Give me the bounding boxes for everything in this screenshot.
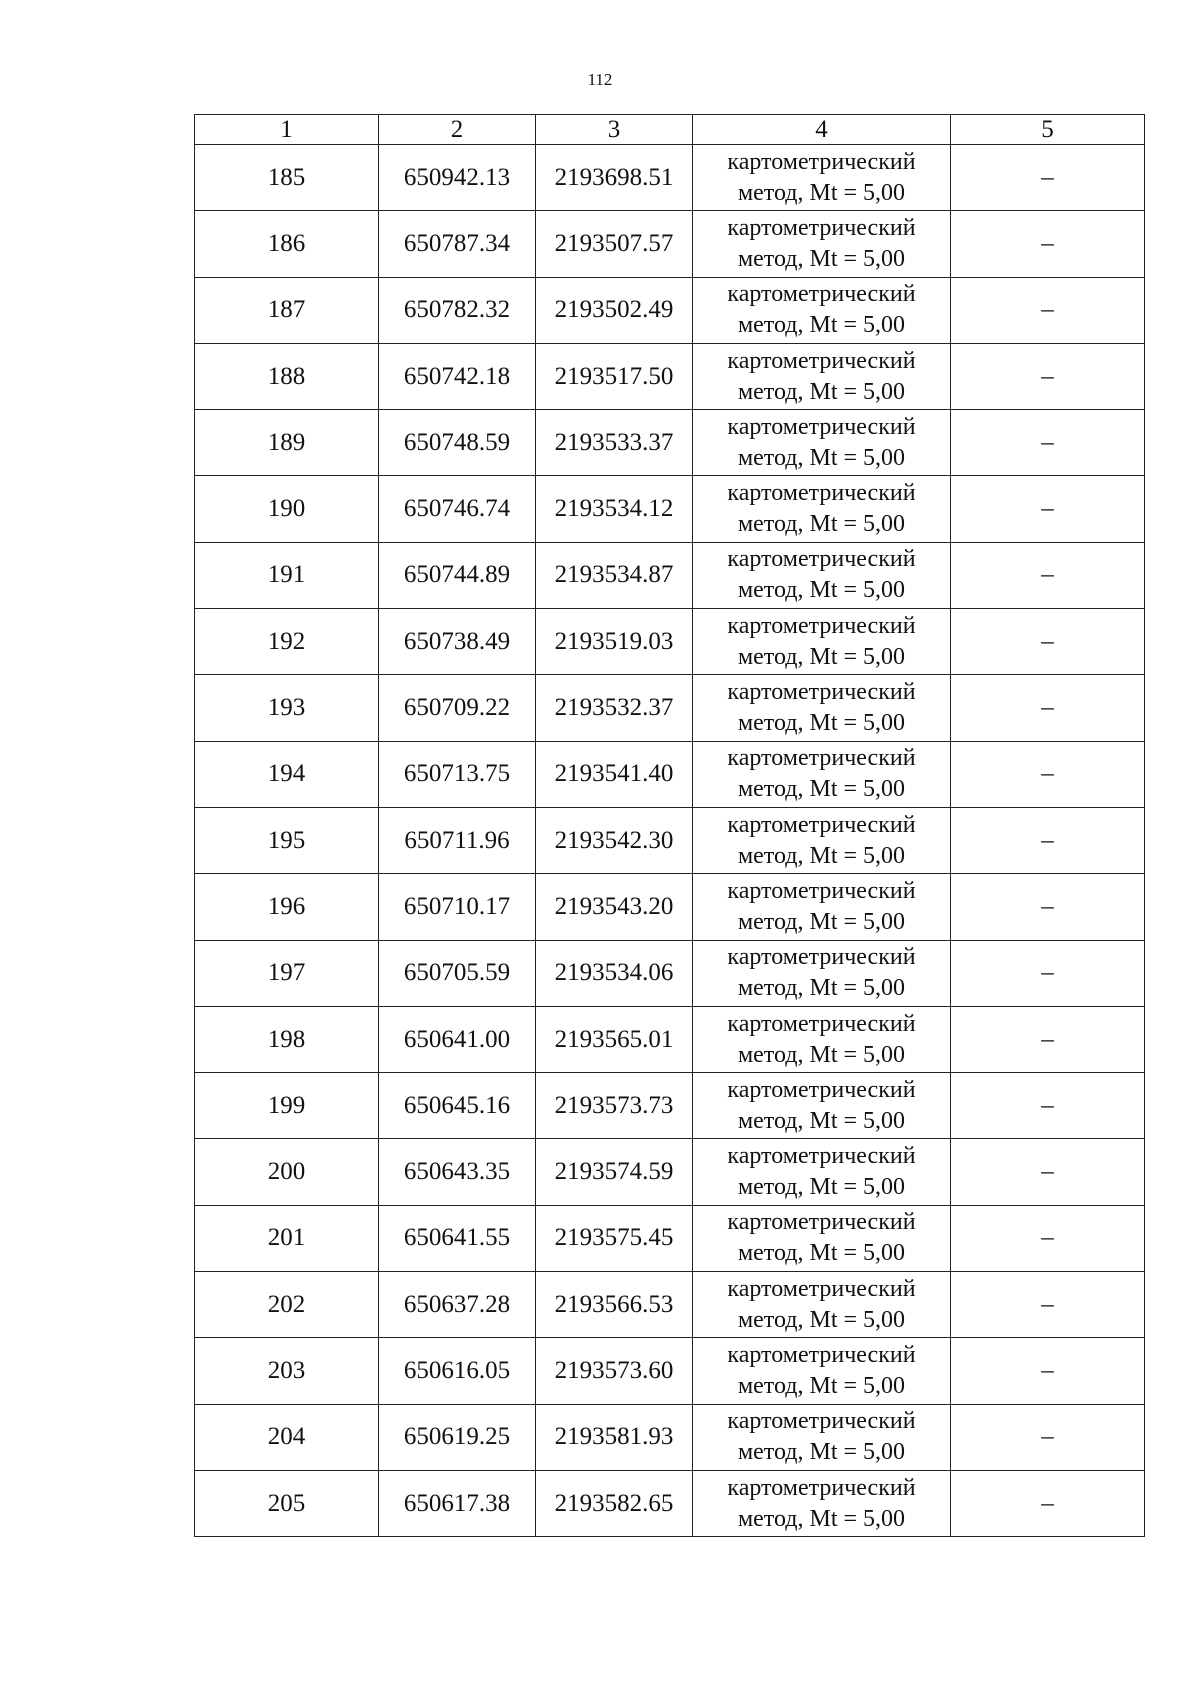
- method-text-line2: метод, Mt = 5,00: [737, 776, 906, 803]
- header-cell-2: 2: [379, 115, 536, 145]
- note-cell: –: [951, 807, 1145, 873]
- x-coordinate-cell: 650787.34: [379, 211, 536, 277]
- note-cell: –: [951, 542, 1145, 608]
- x-coordinate-cell: 650742.18: [379, 343, 536, 409]
- table-row: [195, 1006, 1145, 1072]
- x-coordinate-cell: 650713.75: [379, 741, 536, 807]
- note-cell: –: [951, 741, 1145, 807]
- method-cell: [693, 741, 951, 807]
- method-cell: [693, 874, 951, 940]
- method-text-line1: картометрический: [727, 1474, 916, 1501]
- y-coordinate-cell: 2193507.57: [536, 211, 693, 277]
- note-cell: –: [951, 211, 1145, 277]
- point-number-cell: 197: [195, 940, 379, 1006]
- method-cell: [693, 1139, 951, 1205]
- point-number-cell: 200: [195, 1139, 379, 1205]
- method-text-line2: метод, Mt = 5,00: [737, 511, 906, 538]
- method-text-line2: метод, Mt = 5,00: [737, 1505, 906, 1532]
- x-coordinate-cell: 650641.00: [379, 1006, 536, 1072]
- method-cell: [693, 940, 951, 1006]
- note-cell: –: [951, 476, 1145, 542]
- x-coordinate-cell: 650942.13: [379, 145, 536, 211]
- method-text-line1: картометрический: [727, 612, 916, 639]
- y-coordinate-cell: 2193534.12: [536, 476, 693, 542]
- method-text-line2: метод, Mt = 5,00: [737, 710, 906, 737]
- y-coordinate-cell: 2193519.03: [536, 609, 693, 675]
- table-row: [195, 1205, 1145, 1271]
- table-row: [195, 1073, 1145, 1139]
- method-cell: [693, 277, 951, 343]
- table-body: [195, 145, 1145, 1537]
- note-cell: –: [951, 343, 1145, 409]
- method-text-line2: метод, Mt = 5,00: [737, 908, 906, 935]
- table-row: [195, 145, 1145, 211]
- point-number-cell: 190: [195, 476, 379, 542]
- y-coordinate-cell: 2193542.30: [536, 807, 693, 873]
- coordinates-table: [194, 114, 1145, 1537]
- method-text-line2: метод, Mt = 5,00: [737, 1107, 906, 1134]
- point-number-cell: 189: [195, 410, 379, 476]
- point-number-cell: 201: [195, 1205, 379, 1271]
- point-number-cell: 203: [195, 1338, 379, 1404]
- point-number-cell: 193: [195, 675, 379, 741]
- x-coordinate-cell: 650744.89: [379, 542, 536, 608]
- method-text-line2: метод, Mt = 5,00: [737, 1240, 906, 1267]
- method-cell: [693, 211, 951, 277]
- note-cell: –: [951, 1338, 1145, 1404]
- method-text-line1: картометрический: [727, 1076, 916, 1103]
- method-text-line1: картометрический: [727, 480, 916, 507]
- table-row: [195, 277, 1145, 343]
- note-cell: –: [951, 1470, 1145, 1536]
- method-cell: [693, 609, 951, 675]
- x-coordinate-cell: 650705.59: [379, 940, 536, 1006]
- method-text-line2: метод, Mt = 5,00: [737, 975, 906, 1002]
- table-row: [195, 1470, 1145, 1536]
- method-text-line1: картометрический: [727, 679, 916, 706]
- y-coordinate-cell: 2193565.01: [536, 1006, 693, 1072]
- point-number-cell: 196: [195, 874, 379, 940]
- method-cell: [693, 1073, 951, 1139]
- y-coordinate-cell: 2193574.59: [536, 1139, 693, 1205]
- method-text-line1: картометрический: [727, 1209, 916, 1236]
- y-coordinate-cell: 2193534.06: [536, 940, 693, 1006]
- point-number-cell: 191: [195, 542, 379, 608]
- point-number-cell: 185: [195, 145, 379, 211]
- table-row: [195, 542, 1145, 608]
- table-row: [195, 1272, 1145, 1338]
- point-number-cell: 192: [195, 609, 379, 675]
- table-row: [195, 807, 1145, 873]
- method-text-line2: метод, Mt = 5,00: [737, 1439, 906, 1466]
- x-coordinate-cell: 650619.25: [379, 1404, 536, 1470]
- method-cell: [693, 675, 951, 741]
- method-text-line1: картометрический: [727, 745, 916, 772]
- method-text-line2: метод, Mt = 5,00: [737, 1306, 906, 1333]
- method-text-line1: картометрический: [727, 877, 916, 904]
- method-cell: [693, 410, 951, 476]
- point-number-cell: 199: [195, 1073, 379, 1139]
- note-cell: –: [951, 675, 1145, 741]
- table-row: [195, 874, 1145, 940]
- table-row: [195, 343, 1145, 409]
- method-text-line2: метод, Mt = 5,00: [737, 577, 906, 604]
- method-text-line1: картометрический: [727, 413, 916, 440]
- method-cell: [693, 807, 951, 873]
- x-coordinate-cell: 650710.17: [379, 874, 536, 940]
- method-cell: [693, 542, 951, 608]
- header-row: [195, 115, 1145, 145]
- method-text-line2: метод, Mt = 5,00: [737, 179, 906, 206]
- y-coordinate-cell: 2193534.87: [536, 542, 693, 608]
- method-text-line1: картометрический: [727, 1010, 916, 1037]
- point-number-cell: 202: [195, 1272, 379, 1338]
- point-number-cell: 186: [195, 211, 379, 277]
- y-coordinate-cell: 2193573.60: [536, 1338, 693, 1404]
- header-cell-5: 5: [951, 115, 1145, 145]
- y-coordinate-cell: 2193532.37: [536, 675, 693, 741]
- table-row: [195, 609, 1145, 675]
- x-coordinate-cell: 650711.96: [379, 807, 536, 873]
- header-cell-4: 4: [693, 115, 951, 145]
- method-text-line2: метод, Mt = 5,00: [737, 312, 906, 339]
- method-cell: [693, 1205, 951, 1271]
- point-number-cell: 198: [195, 1006, 379, 1072]
- note-cell: –: [951, 940, 1145, 1006]
- y-coordinate-cell: 2193541.40: [536, 741, 693, 807]
- point-number-cell: 195: [195, 807, 379, 873]
- x-coordinate-cell: 650616.05: [379, 1338, 536, 1404]
- method-text-line1: картометрический: [727, 944, 916, 971]
- table-row: [195, 741, 1145, 807]
- table-row: [195, 1404, 1145, 1470]
- y-coordinate-cell: 2193581.93: [536, 1404, 693, 1470]
- method-text-line2: метод, Mt = 5,00: [737, 444, 906, 471]
- method-cell: [693, 1006, 951, 1072]
- point-number-cell: 205: [195, 1470, 379, 1536]
- x-coordinate-cell: 650709.22: [379, 675, 536, 741]
- x-coordinate-cell: 650782.32: [379, 277, 536, 343]
- method-text-line1: картометрический: [727, 148, 916, 175]
- table-row: [195, 211, 1145, 277]
- note-cell: –: [951, 145, 1145, 211]
- method-text-line1: картометрический: [727, 347, 916, 374]
- x-coordinate-cell: 650641.55: [379, 1205, 536, 1271]
- table-row: [195, 476, 1145, 542]
- note-cell: –: [951, 1205, 1145, 1271]
- method-text-line2: метод, Mt = 5,00: [737, 1372, 906, 1399]
- method-text-line2: метод, Mt = 5,00: [737, 245, 906, 272]
- method-text-line1: картометрический: [727, 546, 916, 573]
- method-text-line1: картометрический: [727, 1275, 916, 1302]
- point-number-cell: 204: [195, 1404, 379, 1470]
- point-number-cell: 187: [195, 277, 379, 343]
- method-cell: [693, 476, 951, 542]
- method-cell: [693, 1470, 951, 1536]
- table-row: [195, 1338, 1145, 1404]
- note-cell: –: [951, 410, 1145, 476]
- note-cell: –: [951, 609, 1145, 675]
- y-coordinate-cell: 2193533.37: [536, 410, 693, 476]
- y-coordinate-cell: 2193517.50: [536, 343, 693, 409]
- y-coordinate-cell: 2193575.45: [536, 1205, 693, 1271]
- note-cell: –: [951, 277, 1145, 343]
- method-cell: [693, 343, 951, 409]
- y-coordinate-cell: 2193582.65: [536, 1470, 693, 1536]
- x-coordinate-cell: 650643.35: [379, 1139, 536, 1205]
- x-coordinate-cell: 650617.38: [379, 1470, 536, 1536]
- note-cell: –: [951, 1272, 1145, 1338]
- header-cell-3: 3: [536, 115, 693, 145]
- method-cell: [693, 1404, 951, 1470]
- method-text-line2: метод, Mt = 5,00: [737, 643, 906, 670]
- x-coordinate-cell: 650645.16: [379, 1073, 536, 1139]
- note-cell: –: [951, 1073, 1145, 1139]
- method-text-line1: картометрический: [727, 1143, 916, 1170]
- x-coordinate-cell: 650748.59: [379, 410, 536, 476]
- method-text-line2: метод, Mt = 5,00: [737, 1174, 906, 1201]
- page-number: 112: [587, 70, 613, 89]
- table-row: [195, 1139, 1145, 1205]
- note-cell: –: [951, 874, 1145, 940]
- method-text-line1: картометрический: [727, 1341, 916, 1368]
- note-cell: –: [951, 1006, 1145, 1072]
- method-text-line1: картометрический: [727, 811, 916, 838]
- header-cell-1: 1: [195, 115, 379, 145]
- method-cell: [693, 1338, 951, 1404]
- x-coordinate-cell: 650746.74: [379, 476, 536, 542]
- table-row: [195, 940, 1145, 1006]
- y-coordinate-cell: 2193566.53: [536, 1272, 693, 1338]
- note-cell: –: [951, 1139, 1145, 1205]
- method-cell: [693, 145, 951, 211]
- y-coordinate-cell: 2193502.49: [536, 277, 693, 343]
- method-cell: [693, 1272, 951, 1338]
- y-coordinate-cell: 2193573.73: [536, 1073, 693, 1139]
- note-cell: –: [951, 1404, 1145, 1470]
- x-coordinate-cell: 650637.28: [379, 1272, 536, 1338]
- x-coordinate-cell: 650738.49: [379, 609, 536, 675]
- method-text-line1: картометрический: [727, 281, 916, 308]
- y-coordinate-cell: 2193543.20: [536, 874, 693, 940]
- point-number-cell: 194: [195, 741, 379, 807]
- method-text-line1: картометрический: [727, 1408, 916, 1435]
- table-row: [195, 675, 1145, 741]
- method-text-line2: метод, Mt = 5,00: [737, 378, 906, 405]
- method-text-line1: картометрический: [727, 214, 916, 241]
- table-row: [195, 410, 1145, 476]
- method-text-line2: метод, Mt = 5,00: [737, 842, 906, 869]
- method-text-line2: метод, Mt = 5,00: [737, 1041, 906, 1068]
- point-number-cell: 188: [195, 343, 379, 409]
- y-coordinate-cell: 2193698.51: [536, 145, 693, 211]
